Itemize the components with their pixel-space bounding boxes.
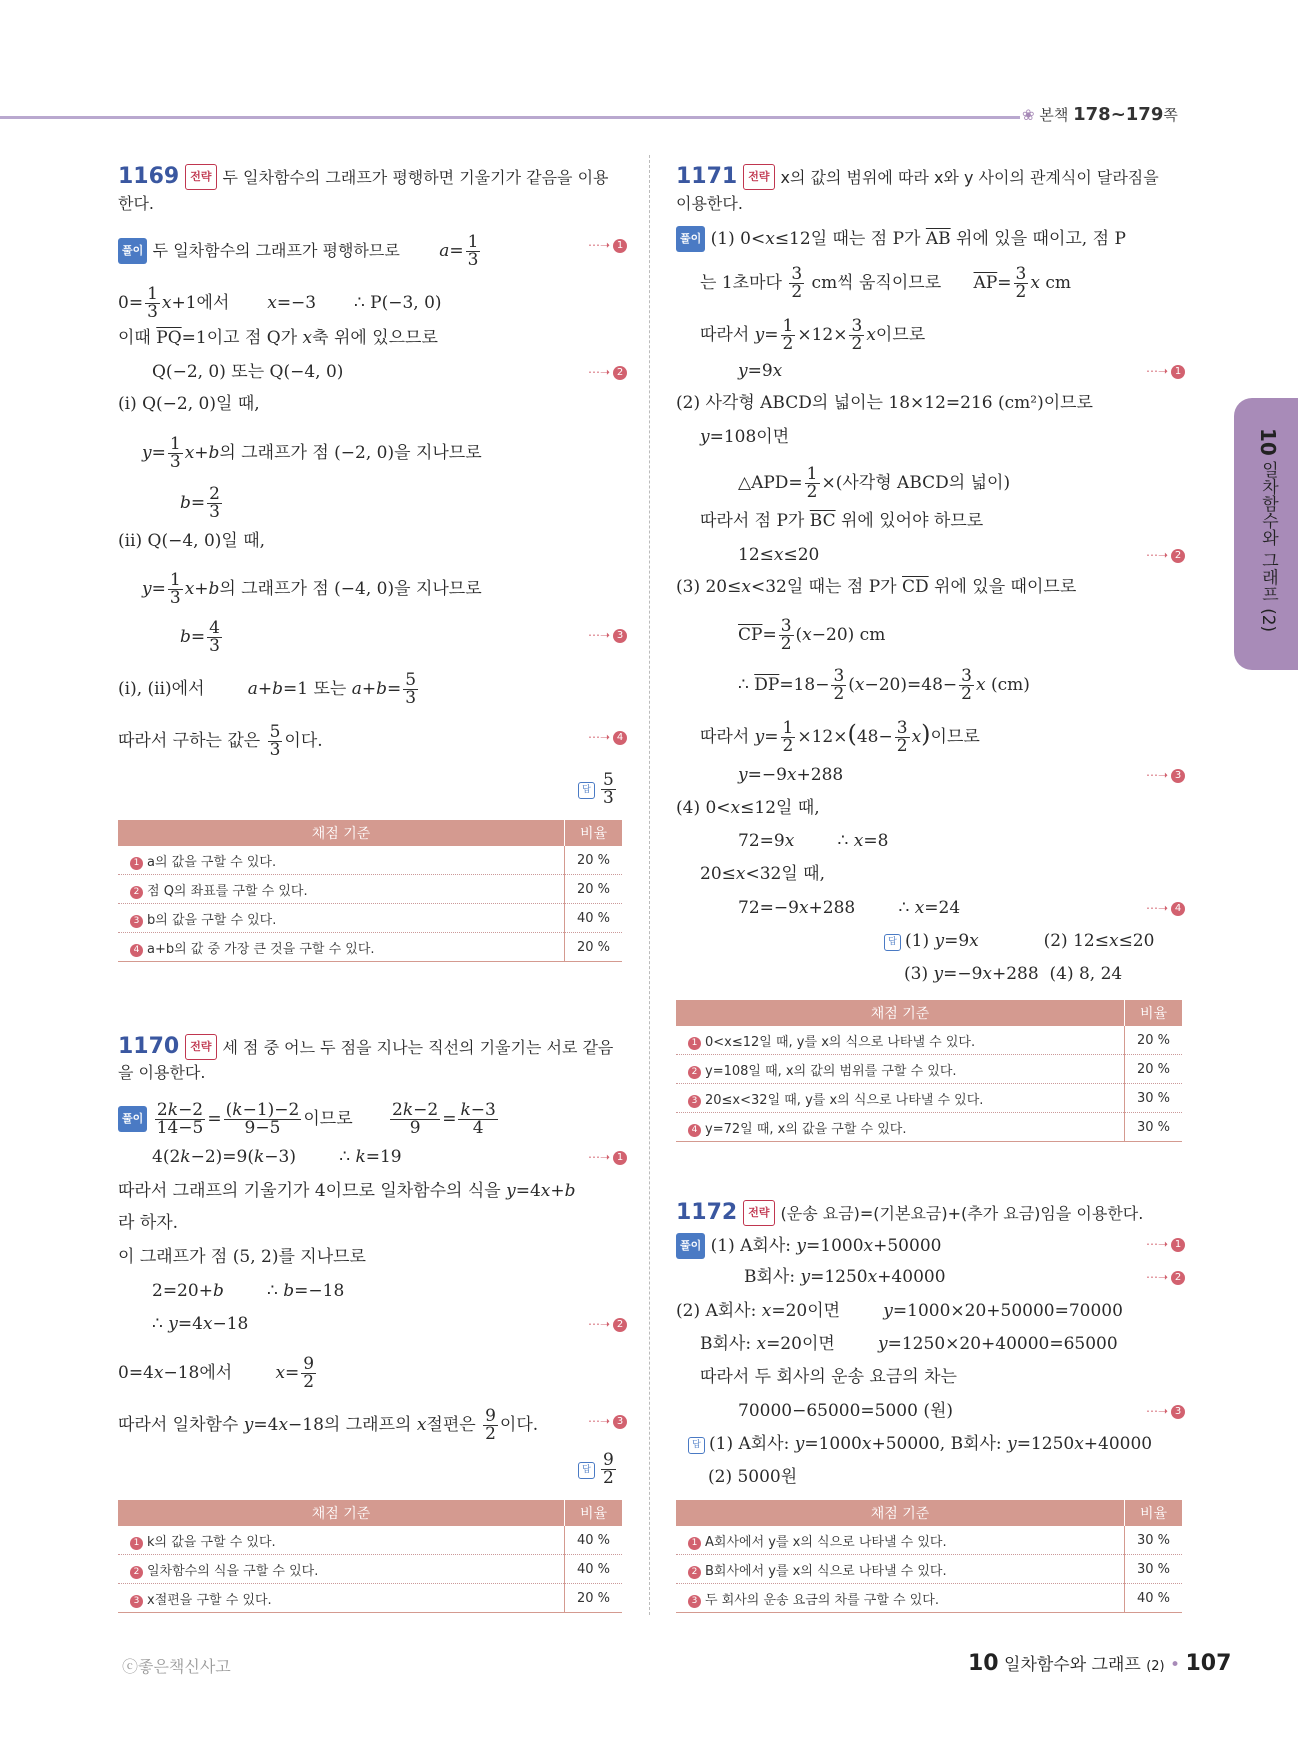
sol-1171-line11: $\overline{CP}=$ $\frac{3}{2}$ (x−20) cm: [738, 616, 886, 654]
rubric-1169: 채점 기준 비율 1 a의 값을 구할 수 있다. 20 % 2 점 Q의 좌표를 구할 수 있다. 20 % 3 b의 값을 구할 수 있다. 40 % 4 a+b의 값 중 가장 큰 것을 구할 수 있다. 20 %: [118, 820, 622, 962]
sol-1172-line1: 풀이 (1) A회사: y=1000x+50000: [676, 1233, 941, 1259]
marker-2: ⋯➝ 2: [1146, 1270, 1185, 1285]
sol-1169-line11: (ⅰ), (ⅱ)에서 a+b=1 또는 a+b= $\frac{5}{3}$: [118, 670, 417, 708]
rubric-1170: 채점 기준 비율 1 k의 값을 구할 수 있다. 40 % 2 일차함수의 식을 구할 수 있다. 40 % 3 x절편을 구할 수 있다. 20 %: [118, 1500, 622, 1613]
sol-1170-line5: 이 그래프가 점 (5, 2)를 지나므로: [118, 1247, 366, 1267]
sol-1169-line5: (ⅰ) Q(−2, 0)일 때,: [118, 394, 260, 414]
rubric-1171: 채점 기준 비율 1 0<x≤12일 때, y를 x의 식으로 나타낼 수 있다. 20 % 2 y=108일 때, x의 값의 범위를 구할 수 있다. 20 % 3 20≤x<32일 때, y를 x의 식으로 나타낼 수 있다. 30 % 4 y=72일 때, x의 값을 구할 수 있다. 30 %: [676, 1000, 1182, 1142]
sol-1169-line8: (ⅱ) Q(−4, 0)일 때,: [118, 531, 266, 551]
sol-1172-line5: 따라서 두 회사의 운송 요금의 차는: [700, 1367, 957, 1387]
answer-1170: 답 $\frac{9}{2}$: [578, 1452, 618, 1487]
sol-1170-line9: 따라서 일차함수 y=4x−18의 그래프의 x절편은 $\frac{9}{2}$ 이다.: [118, 1406, 539, 1444]
answer-1172-line2: (2) 5000원: [708, 1467, 798, 1487]
sol-1170-line4: 라 하자.: [118, 1213, 179, 1233]
answer-1169: 답 $\frac{5}{3}$: [578, 772, 618, 807]
sol-1171-line2: 는 1초마다 $\frac{3}{2}$ cm씩 움직이므로 $\overline{AP}=$ $\frac{3}{2}$ x cm: [700, 264, 1071, 302]
sol-1172-line3: (2) A회사: x=20이면 y=1000×20+50000=70000: [676, 1301, 1123, 1321]
page-number: 107: [1185, 1651, 1232, 1676]
textbook-page-reference: ❀ 본책 178~179쪽: [1022, 104, 1178, 125]
sol-1169-line2: 0= $\frac{1}{3}$ x+1에서 x=−3 ∴ P(−3, 0): [118, 284, 442, 322]
problem-1172-strategy: 1172 전략 (운송 요금)=(기본요금)+(추가 요금)임을 이용한다.: [676, 1200, 1144, 1225]
sol-1169-line9: y= $\frac{1}{3}$ x+b의 그래프가 점 (−4, 0)을 지나므로: [142, 570, 482, 608]
marker-3: ⋯➝ 3: [588, 1414, 627, 1429]
sol-1169-line12: 따라서 구하는 값은 $\frac{5}{3}$ 이다.: [118, 722, 323, 760]
sol-1171-line13: 따라서 y= $\frac{1}{2}$ ×12×(48− $\frac{3}{2}$ x)이므로: [700, 718, 980, 756]
sol-1169-line7: b= $\frac{2}{3}$: [180, 484, 220, 522]
marker-4: ⋯➝ 4: [1146, 901, 1185, 916]
marker-3: ⋯➝ 3: [1146, 1404, 1185, 1419]
column-divider: [649, 155, 650, 1615]
problem-1170-strategy-cont: 을 이용한다.: [118, 1063, 206, 1082]
sol-1171-line7: △APD= $\frac{1}{2}$ ×(사각형 ABCD의 넓이): [738, 464, 1011, 502]
marker-2: ⋯➝ 2: [588, 1317, 627, 1332]
sol-1170-line6: 2=20+b ∴ b=−18: [152, 1281, 345, 1301]
sol-1171-line17: 20≤x<32일 때,: [700, 864, 826, 884]
rubric-1172: 채점 기준 비율 1 A회사에서 y를 x의 식으로 나타낼 수 있다. 30 % 2 B회사에서 y를 x의 식으로 나타낼 수 있다. 30 % 3 두 회사의 운송 요금의 차를 구할 수 있다. 40 %: [676, 1500, 1182, 1613]
sol-1171-line16: 72=9x ∴ x=8: [738, 831, 889, 851]
answer-1172-line1: 답 (1) A회사: y=1000x+50000, B회사: y=1250x+40000: [688, 1433, 1152, 1455]
chapter-side-label: 10 일차함수와 그래프 (2): [1256, 428, 1280, 633]
marker-3: ⋯➝ 3: [588, 628, 627, 643]
sol-1171-line18: 72=−9x+288 ∴ x=24: [738, 898, 961, 918]
marker-2: ⋯➝ 2: [588, 365, 627, 380]
publisher-credit: ⓒ좋은책신사고: [122, 1657, 231, 1676]
sol-1171-line8: 따라서 점 P가 $\overline{BC}$ 위에 있어야 하므로: [700, 511, 984, 531]
answer-1171-line1: 답 (1) y=9x (2) 12≤x≤20: [884, 930, 1154, 952]
problem-1169-strategy: 1169 전략 두 일차함수의 그래프가 평행하면 기울기가 같음을 이용: [118, 164, 609, 189]
sol-1170-line8: 0=4x−18에서 x= $\frac{9}{2}$: [118, 1354, 315, 1392]
problem-1170-strategy: 1170 전략 세 점 중 어느 두 점을 지나는 직선의 기울기는 서로 같음: [118, 1034, 614, 1059]
marker-1: ⋯➝ 1: [1146, 364, 1185, 379]
problem-1169-strategy-cont: 한다.: [118, 194, 154, 213]
marker-1: ⋯➝ 1: [588, 1150, 627, 1165]
sol-1169-line10: b= $\frac{4}{3}$: [180, 618, 220, 656]
sol-1171-line6: y=108이면: [700, 427, 790, 447]
sol-1171-line10: (3) 20≤x<32일 때는 점 P가 $\overline{CD}$ 위에 있을 때이므로: [676, 577, 1077, 597]
sol-1170-line3: 따라서 그래프의 기울기가 4이므로 일차함수의 식을 y=4x+b: [118, 1181, 576, 1201]
header-rule: [0, 116, 1020, 119]
answer-1171-line2: (3) y=−9x+288 (4) 8, 24: [904, 964, 1123, 984]
sol-1171-line14: y=−9x+288: [738, 765, 844, 785]
sol-1171-line9: 12≤x≤20: [738, 545, 820, 565]
sol-1169-line1: 풀이 두 일차함수의 그래프가 평행하므로 a= $\frac{1}{3}$: [118, 234, 482, 269]
sol-1172-line6: 70000−65000=5000 (원): [738, 1401, 954, 1421]
sol-1171-line4: y=9x: [738, 361, 783, 381]
sol-1170-line2: 4(2k−2)=9(k−3) ∴ k=19: [152, 1147, 402, 1167]
sol-1171-line1: 풀이 (1) 0<x≤12일 때는 점 P가 $\overline{AB}$ 위에 있을 때이고, 점 P: [676, 226, 1126, 252]
marker-4: ⋯➝ 4: [588, 730, 627, 745]
sol-1171-line12: ∴ $\overline{DP}=18-$ $\frac{3}{2}$ (x−20)=48− $\frac{3}{2}$ x (cm): [738, 666, 1030, 704]
marker-2: ⋯➝ 2: [1146, 548, 1185, 563]
footer-page-info: 10 일차함수와 그래프 (2) • 107: [968, 1651, 1232, 1676]
marker-3: ⋯➝ 3: [1146, 768, 1185, 783]
marker-1: ⋯➝ 1: [588, 238, 627, 253]
problem-1171-strategy-cont: 이용한다.: [676, 194, 743, 213]
sol-1172-line2: B회사: y=1250x+40000: [744, 1267, 946, 1287]
problem-1171-strategy: 1171 전략 x의 값의 범위에 따라 x와 y 사이의 관계식이 달라짐을: [676, 164, 1159, 189]
sol-1169-line4: Q(−2, 0) 또는 Q(−4, 0): [152, 362, 344, 382]
flower-icon: ❀: [1022, 106, 1035, 124]
sol-1170-line7: ∴ y=4x−18: [152, 1314, 249, 1334]
sol-1169-line6: y= $\frac{1}{3}$ x+b의 그래프가 점 (−2, 0)을 지나므로: [142, 434, 482, 472]
sol-1171-line3: 따라서 y= $\frac{1}{2}$ ×12× $\frac{3}{2}$ x이므로: [700, 316, 926, 354]
sol-1169-line3: 이때 $\overline{PQ}=1$이고 점 Q가 x축 위에 있으므로: [118, 328, 438, 348]
sol-1170-line1: 풀이 $\frac{2k-2}{14-5}$ = $\frac{(k-1)-2}{9-5}$ 이므로 $\frac{2k-2}{9}$ = $\frac{k-3}{4}$: [118, 1102, 500, 1137]
marker-1: ⋯➝ 1: [1146, 1237, 1185, 1252]
sol-1172-line4: B회사: x=20이면 y=1250×20+40000=65000: [700, 1334, 1118, 1354]
sol-1171-line5: (2) 사각형 ABCD의 넓이는 18×12=216 (cm²)이므로: [676, 393, 1093, 413]
sol-1171-line15: (4) 0<x≤12일 때,: [676, 798, 820, 818]
